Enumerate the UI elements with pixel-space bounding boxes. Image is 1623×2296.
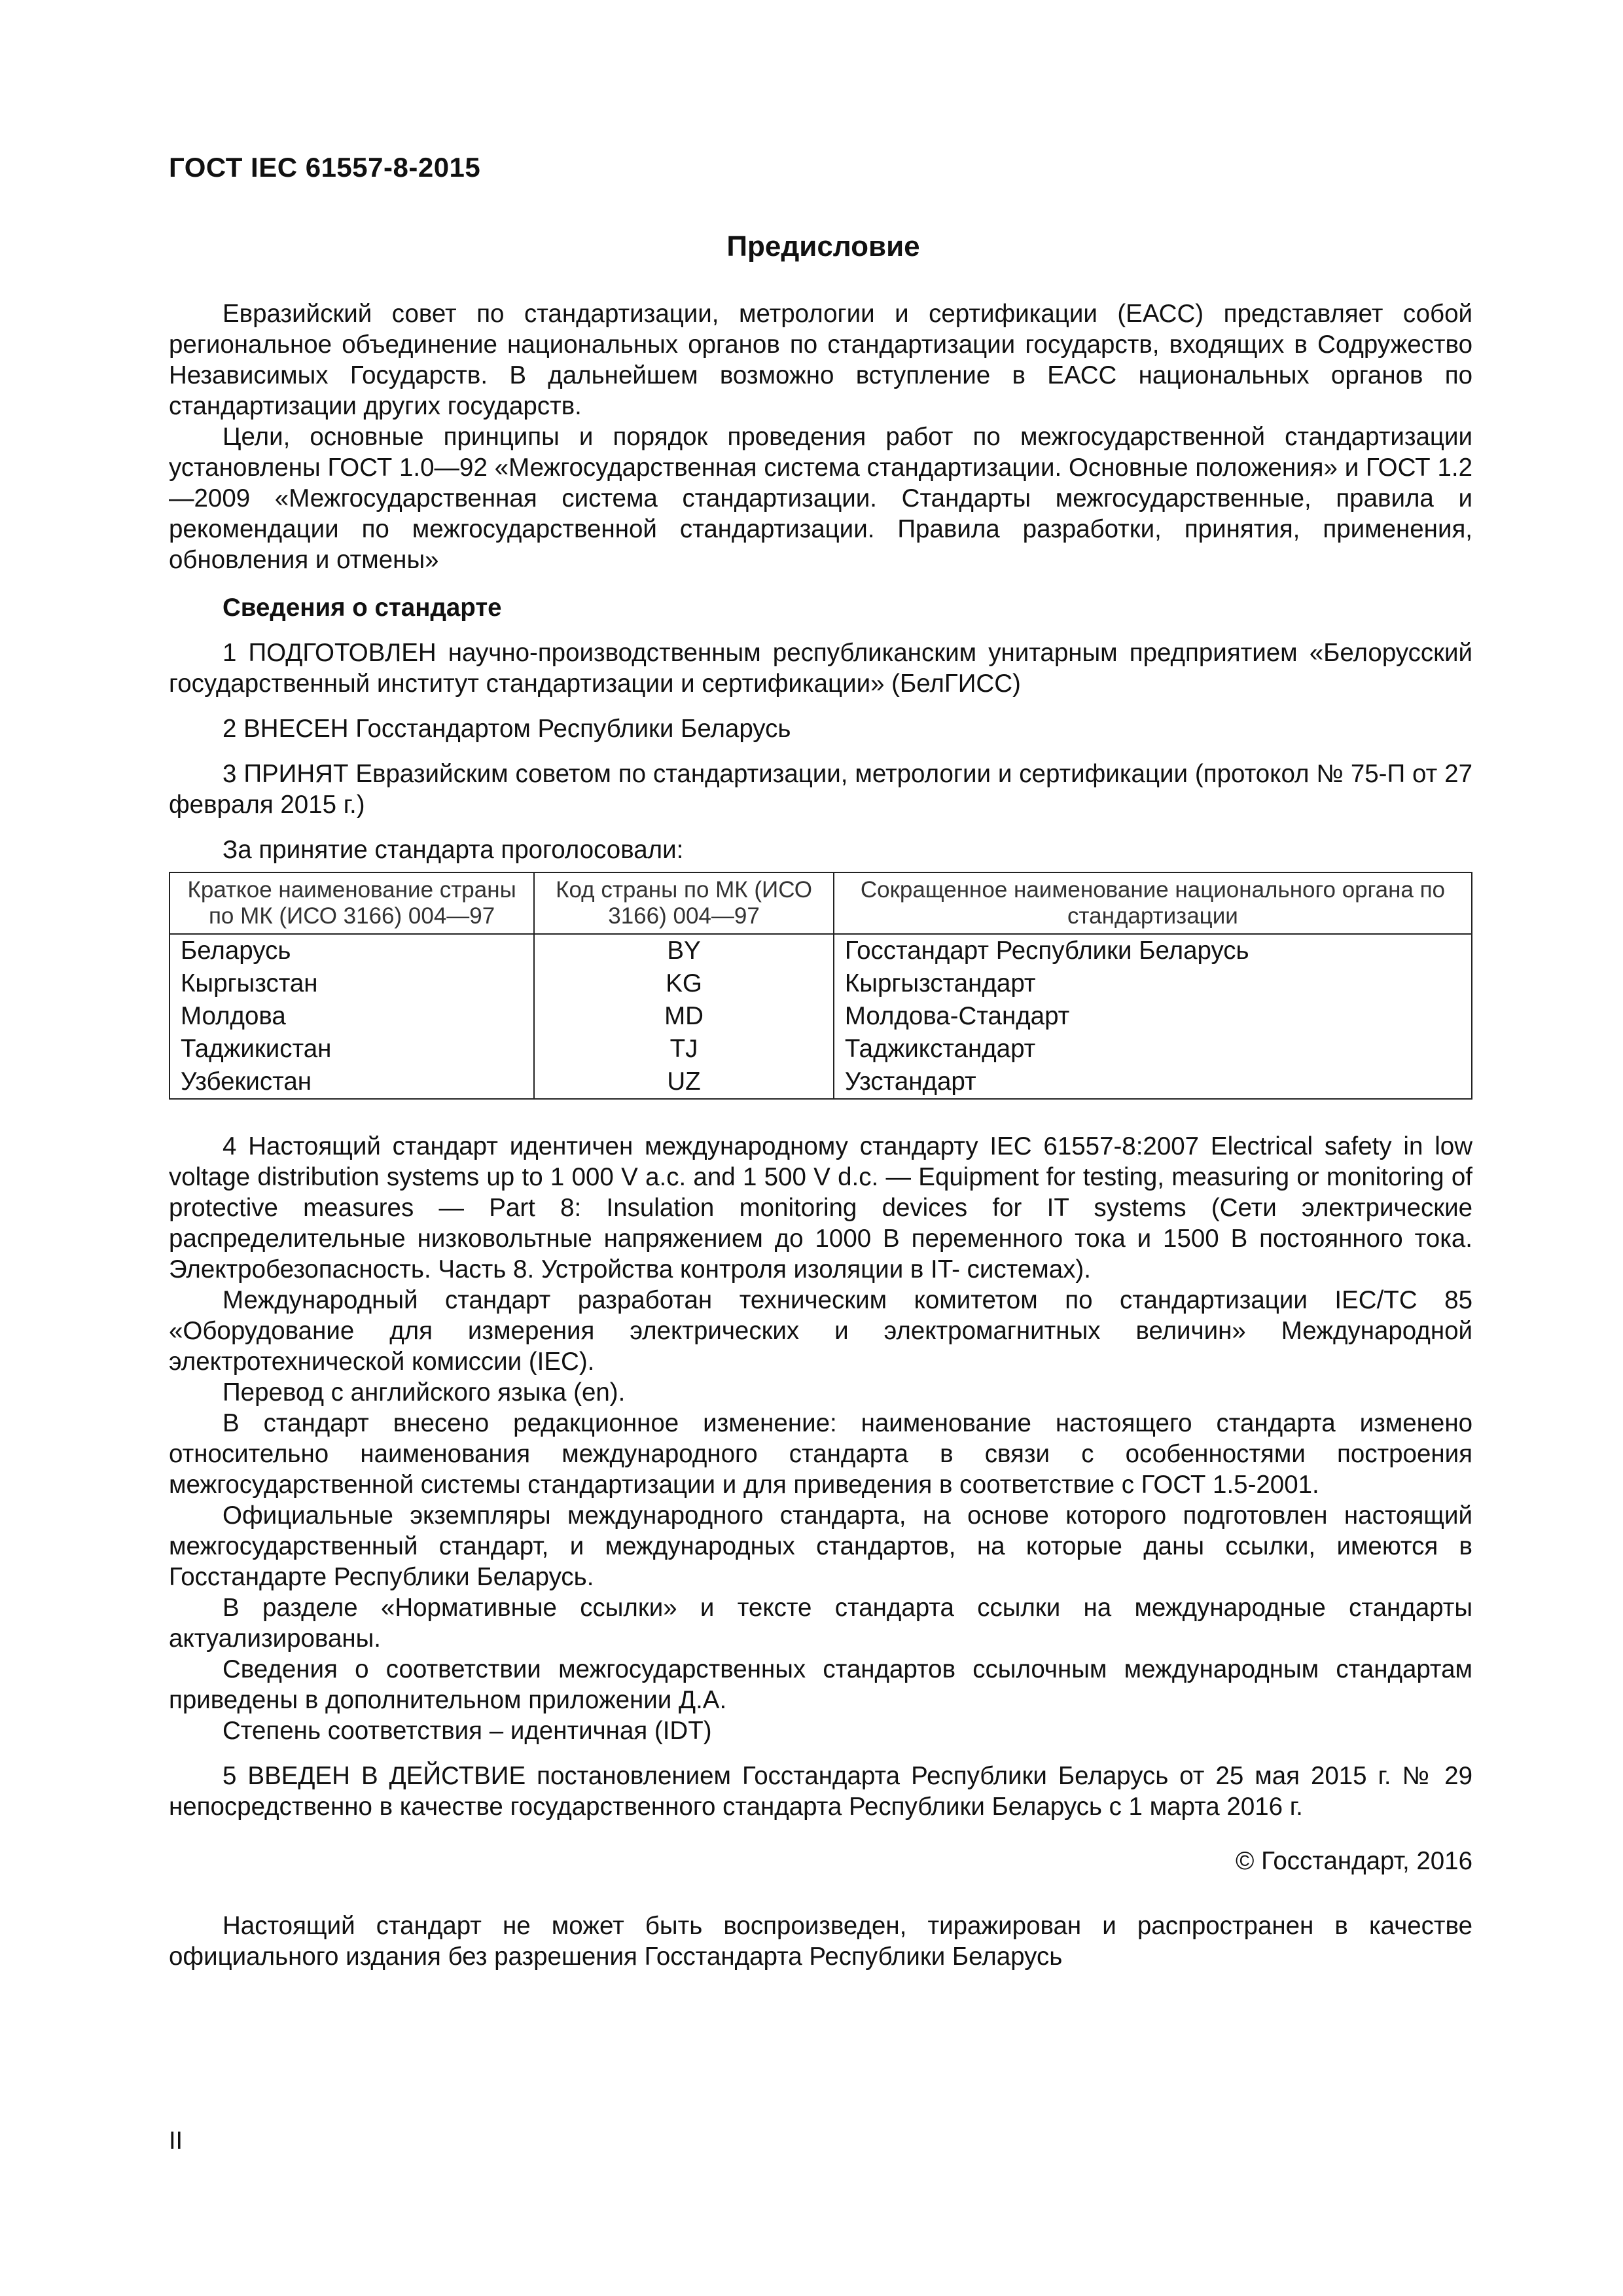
body-cell: Кыргызстандарт (834, 967, 1472, 1000)
voting-table (169, 872, 1472, 1100)
intro-paragraph: Цели, основные принципы и порядок проведения работ по межгосударственной стандартизации установлены ГОСТ 1.0—92 «Межгосударственная система стандартизации. Основные положения» и ГОСТ 1.2—2009 «Межгосударственная система стандартизации. Стандарты межгосударственные, правила и рекомендации по межгосударственной стандартизации. Правила разработки, принятия, применения, обновления и отмены» (169, 423, 1472, 574)
item-introduced: 2 ВНЕСЕН Госстандартом Республики Беларусь (223, 715, 791, 743)
country-cell: Кыргызстан (169, 967, 534, 1000)
page-number: II (169, 2127, 183, 2155)
voted-intro: За принятие стандарта проголосовали: (223, 836, 684, 864)
item4-paragraph: Международный стандарт разработан техническим комитетом по стандартизации IEC/TC 85 «Оборудование для измерения электрических и электромагнитных величин» Международной электротехнической комиссии (IEC). (169, 1286, 1472, 1376)
document-body (169, 298, 1472, 1972)
intro-paragraph: Евразийский совет по стандартизации, метрологии и сертификации (ЕАСС) представляет собой региональное объединение национальных органов по стандартизации государств, входящих в Содружество Независимых Государств. В дальнейшем возможно вступление в ЕАСС национальных органов по стандартизации других государств. (169, 300, 1472, 420)
code-cell: MD (534, 1000, 834, 1033)
item4-paragraph: Перевод с английского языка (en). (223, 1378, 626, 1407)
column-header-code: Код страны по МК (ИСО 3166) 004—97 (534, 872, 834, 934)
body-cell: Таджикстандарт (834, 1033, 1472, 1066)
table-row (169, 967, 1472, 1000)
body-cell: Узстандарт (834, 1066, 1472, 1099)
table-header-row (169, 872, 1472, 934)
item4-paragraph: Официальные экземпляры международного стандарта, на основе которого подготовлен настоящий межгосударственный стандарт, и международных стандартов, на которые даны ссылки, имеются в Госстандарте Республики Беларусь. (169, 1501, 1472, 1591)
item4-paragraph: Сведения о соответствии межгосударственных стандартов ссылочным международным стандартам приведены в дополнительном приложении Д.А. (169, 1655, 1472, 1714)
country-cell: Молдова (169, 1000, 534, 1033)
country-cell: Беларусь (169, 934, 534, 967)
standard-code-header: ГОСТ IEC 61557-8-2015 (169, 152, 481, 183)
item4-paragraph: В разделе «Нормативные ссылки» и тексте стандарта ссылки на международные стандарты актуализированы. (169, 1594, 1472, 1653)
code-cell: UZ (534, 1066, 834, 1099)
table-row (169, 1033, 1472, 1066)
item-prepared: 1 ПОДГОТОВЛЕН научно-производственным республиканским унитарным предприятием «Белорусский государственный институт стандартизации и сертификации» (БелГИСС) (169, 639, 1472, 698)
item4-paragraph: В стандарт внесено редакционное изменение: наименование настоящего стандарта изменено относительно наименования международного стандарта в связи с особенностями построения межгосударственной системы стандартизации и для приведения в соответствие с ГОСТ 1.5-2001. (169, 1409, 1472, 1499)
copyright: © Госстандарт, 2016 (1236, 1847, 1472, 1875)
country-cell: Узбекистан (169, 1066, 534, 1099)
code-cell: KG (534, 967, 834, 1000)
column-header-body: Сокращенное наименование национального органа по стандартизации (834, 872, 1472, 934)
page-title: Предисловие (726, 230, 920, 262)
country-cell: Таджикистан (169, 1033, 534, 1066)
column-header-country: Краткое наименование страны по МК (ИСО 3166) 004—97 (169, 872, 534, 934)
item-identical: 4 Настоящий стандарт идентичен международному стандарту IEC 61557-8:2007 Electrical safety in low voltage distribution systems up to 1 000 V a.c. and 1 500 V d.c. — Equipment for testing, measuring or monitoring of protective measures — Part 8: Insulation monitoring devices for IT systems (Сети электрические распределительные низковольтные напряжением до 1000 В переменного тока и 1500 В постоянного тока. Электробезопасность. Часть 8. Устройства контроля изоляции в IT- системах). (169, 1132, 1472, 1283)
body-cell: Госстандарт Республики Беларусь (834, 934, 1472, 967)
code-cell: TJ (534, 1033, 834, 1066)
item-adopted: 3 ПРИНЯТ Евразийским советом по стандартизации, метрологии и сертификации (протокол № 75-П от 27 февраля 2015 г.) (169, 760, 1472, 819)
item-enacted: 5 ВВЕДЕН В ДЕЙСТВИЕ постановлением Госстандарта Республики Беларусь от 25 мая 2015 г. № 29 непосредственно в качестве государственного стандарта Республики Беларусь с 1 марта 2016 г. (169, 1762, 1472, 1821)
table-row (169, 1066, 1472, 1099)
section-heading: Сведения о стандарте (223, 594, 502, 622)
item4-paragraph: Степень соответствия – идентичная (IDT) (223, 1717, 712, 1745)
reproduction-notice: Настоящий стандарт не может быть воспроизведен, тиражирован и распространен в качестве официального издания без разрешения Госстандарта Республики Беларусь (169, 1912, 1472, 1971)
table-row (169, 934, 1472, 967)
table-row (169, 1000, 1472, 1033)
code-cell: BY (534, 934, 834, 967)
body-cell: Молдова-Стандарт (834, 1000, 1472, 1033)
